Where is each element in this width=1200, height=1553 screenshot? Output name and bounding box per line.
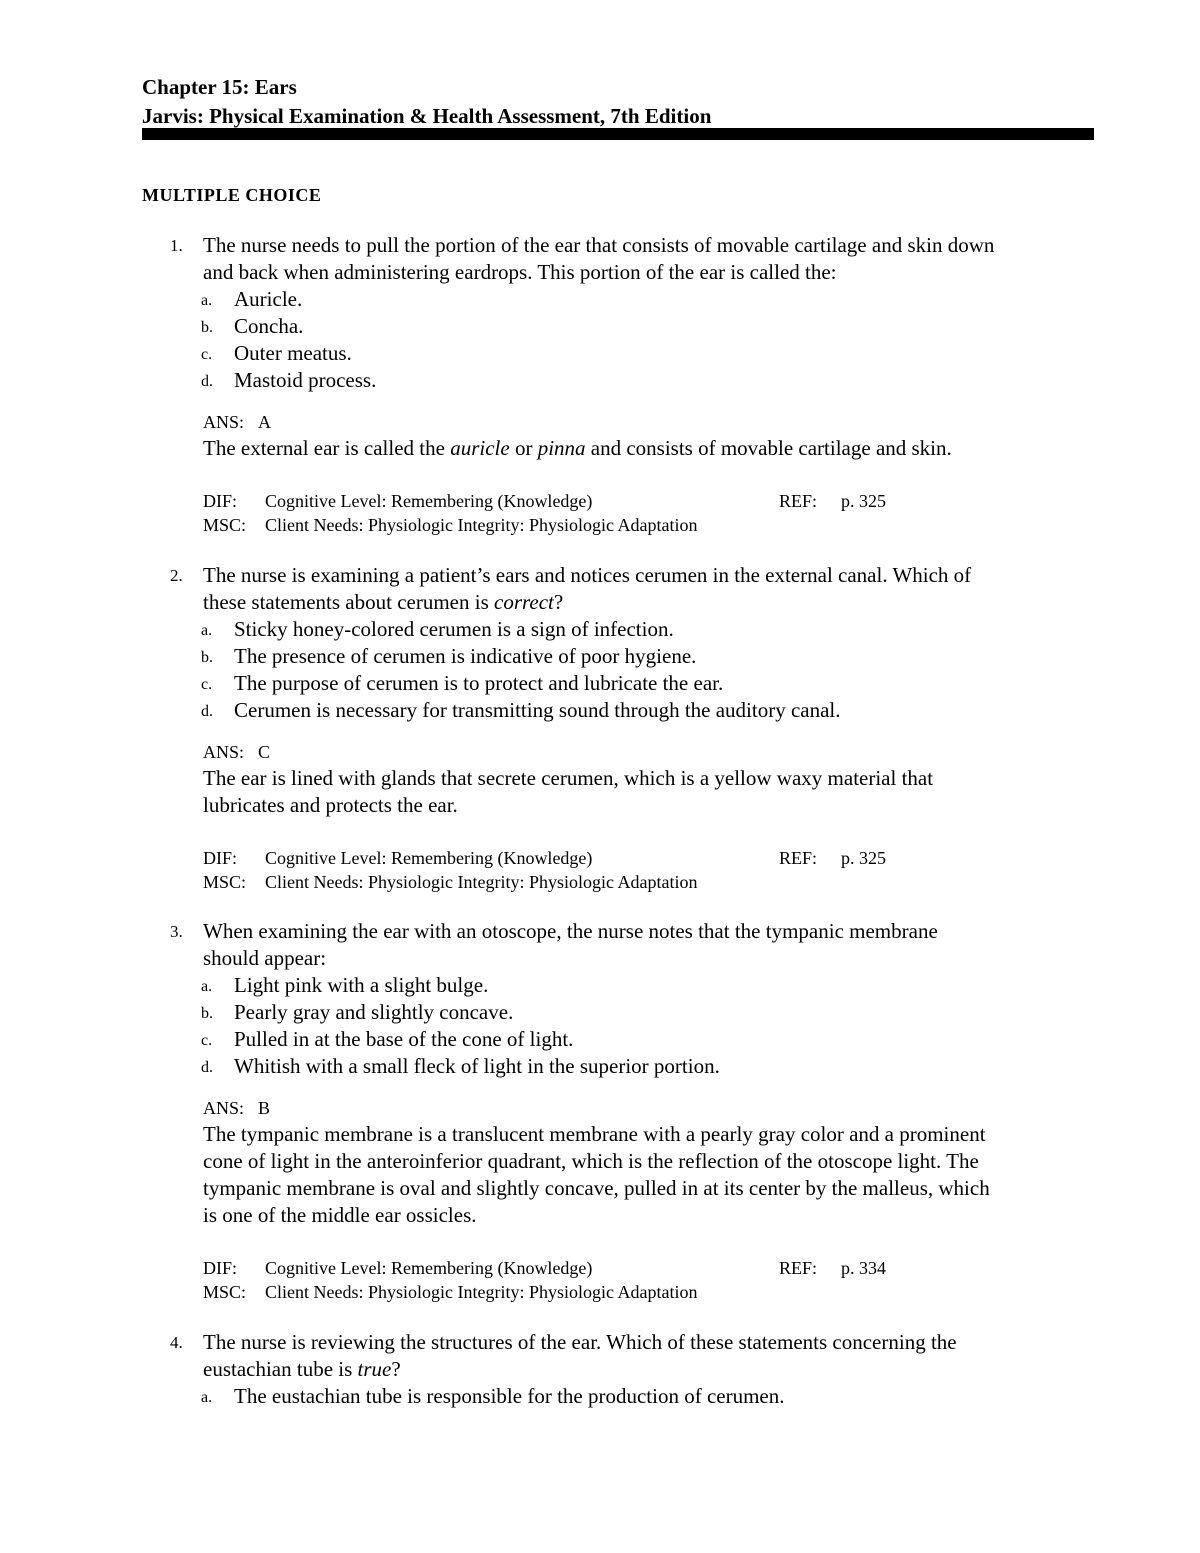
- option-letter: b.: [201, 1005, 213, 1022]
- ref-value: p. 325: [841, 491, 886, 511]
- ref-label: REF:: [779, 848, 818, 868]
- dif-label: DIF:: [203, 491, 238, 511]
- option-text: Pearly gray and slightly concave.: [234, 1000, 514, 1024]
- option-text: Auricle.: [234, 287, 303, 311]
- option-a: [201, 1383, 1101, 1410]
- option-text: Concha.: [234, 314, 304, 338]
- stem-line: The nurse is examining a patient’s ears and notices cerumen in the external canal. Which of: [203, 563, 972, 587]
- option-letter: d.: [201, 1059, 213, 1076]
- option-c: [201, 1026, 1101, 1053]
- ref-label: REF:: [779, 1258, 818, 1278]
- option-letter: c.: [201, 676, 213, 693]
- option-text: The presence of cerumen is indicative of poor hygiene.: [234, 644, 697, 668]
- stem-line: The nurse is reviewing the structures of the ear. Which of these statements concerning the: [203, 1330, 957, 1354]
- option-text: Cerumen is necessary for transmitting sound through the auditory canal.: [234, 698, 841, 722]
- answer-value: B: [258, 1098, 271, 1118]
- dif-label: DIF:: [203, 1258, 238, 1278]
- msc-value: Client Needs: Physiologic Integrity: Physiologic Adaptation: [265, 515, 698, 535]
- question-number: 4.: [170, 1333, 183, 1352]
- msc-value: Client Needs: Physiologic Integrity: Physiologic Adaptation: [265, 872, 698, 892]
- question-stem: [203, 562, 1103, 616]
- option-text: Outer meatus.: [234, 341, 352, 365]
- question-number: 1.: [170, 236, 183, 255]
- rationale-line: The tympanic membrane is a translucent membrane with a pearly gray color and a prominent: [203, 1122, 986, 1146]
- option-text: Mastoid process.: [234, 368, 377, 392]
- rationale: [203, 435, 1103, 462]
- option-c: [201, 340, 1101, 367]
- option-b: [201, 999, 1101, 1026]
- rationale-emphasis: auricle: [450, 436, 510, 460]
- stem-text: these statements about cerumen is: [203, 590, 494, 614]
- stem-emphasis: true: [357, 1357, 392, 1381]
- option-text: Sticky honey-colored cerumen is a sign of infection.: [234, 617, 674, 641]
- option-d: [201, 1053, 1101, 1080]
- difficulty-line: [203, 845, 1103, 871]
- option-a: [201, 286, 1101, 313]
- stem-text: eustachian tube is: [203, 1357, 358, 1381]
- option-a: [201, 972, 1101, 999]
- option-letter: d.: [201, 703, 213, 720]
- stem-emphasis: correct: [494, 590, 554, 614]
- option-d: [201, 697, 1101, 724]
- option-letter: a.: [201, 622, 213, 639]
- ref-value: p. 325: [841, 848, 886, 868]
- option-letter: b.: [201, 319, 213, 336]
- msc-label: MSC:: [203, 515, 247, 535]
- msc-line: [203, 512, 1103, 538]
- option-letter: c.: [201, 1032, 213, 1049]
- difficulty-line: [203, 1255, 1103, 1281]
- dif-label: DIF:: [203, 848, 238, 868]
- msc-label: MSC:: [203, 1282, 247, 1302]
- option-text: The purpose of cerumen is to protect and lubricate the ear.: [234, 671, 724, 695]
- stem-line: [203, 1356, 1103, 1383]
- option-text: Pulled in at the base of the cone of light.: [234, 1027, 574, 1051]
- dif-value: Cognitive Level: Remembering (Knowledge): [265, 848, 593, 868]
- question-number: 3.: [170, 922, 183, 941]
- ref-value: p. 334: [841, 1258, 886, 1278]
- question-stem: [203, 918, 1103, 972]
- stem-line: should appear:: [203, 946, 327, 970]
- option-letter: b.: [201, 649, 213, 666]
- msc-label: MSC:: [203, 872, 247, 892]
- header-rule: [142, 128, 1094, 140]
- stem-text: ?: [391, 1357, 401, 1381]
- ref-label: REF:: [779, 491, 818, 511]
- option-text: Light pink with a slight bulge.: [234, 973, 489, 997]
- answer-value: C: [258, 742, 271, 762]
- msc-line: [203, 869, 1103, 895]
- answer-line: [203, 409, 271, 435]
- option-c: [201, 670, 1101, 697]
- rationale-line: tympanic membrane is oval and slightly concave, pulled in at its center by the malleus, which: [203, 1176, 990, 1200]
- option-b: [201, 643, 1101, 670]
- rationale-line: cone of light in the anteroinferior quadrant, which is the reflection of the otoscope light. The: [203, 1149, 979, 1173]
- option-a: [201, 616, 1101, 643]
- rationale-emphasis: pinna: [537, 436, 586, 460]
- option-letter: a.: [201, 292, 213, 309]
- stem-line: and back when administering eardrops. This portion of the ear is called the:: [203, 260, 837, 284]
- rationale-line: is one of the middle ear ossicles.: [203, 1203, 477, 1227]
- rationale: [203, 765, 1103, 819]
- answer-label: ANS:: [203, 412, 245, 432]
- rationale: [203, 1121, 1103, 1229]
- answer-line: [203, 739, 270, 765]
- stem-line: The nurse needs to pull the portion of the ear that consists of movable cartilage and skin down: [203, 233, 995, 257]
- book-title: Jarvis: Physical Examination & Health Assessment, 7th Edition: [142, 104, 712, 128]
- rationale-line: lubricates and protects the ear.: [203, 793, 458, 817]
- rationale-text: The external ear is called the: [203, 436, 451, 460]
- option-letter: c.: [201, 346, 213, 363]
- option-letter: d.: [201, 373, 213, 390]
- rationale-text: or: [509, 436, 538, 460]
- rationale-line: The ear is lined with glands that secrete cerumen, which is a yellow waxy material that: [203, 766, 934, 790]
- section-title: MULTIPLE CHOICE: [142, 185, 322, 205]
- stem-line: When examining the ear with an otoscope, the nurse notes that the tympanic membrane: [203, 919, 938, 943]
- question-number: 2.: [170, 566, 183, 585]
- dif-value: Cognitive Level: Remembering (Knowledge): [265, 491, 593, 511]
- chapter-title: Chapter 15: Ears: [142, 75, 297, 99]
- answer-value: A: [258, 412, 272, 432]
- option-b: [201, 313, 1101, 340]
- stem-text: ?: [553, 590, 564, 614]
- option-text: The eustachian tube is responsible for the production of cerumen.: [234, 1384, 785, 1408]
- question-stem: [203, 232, 1103, 286]
- answer-label: ANS:: [203, 1098, 245, 1118]
- answer-label: ANS:: [203, 742, 245, 762]
- option-d: [201, 367, 1101, 394]
- msc-line: [203, 1279, 1103, 1305]
- msc-value: Client Needs: Physiologic Integrity: Physiologic Adaptation: [265, 1282, 698, 1302]
- dif-value: Cognitive Level: Remembering (Knowledge): [265, 1258, 593, 1278]
- option-letter: a.: [201, 1389, 213, 1406]
- rationale-text: and consists of movable cartilage and skin.: [585, 436, 952, 460]
- question-stem: [203, 1329, 1103, 1383]
- difficulty-line: [203, 488, 1103, 514]
- option-letter: a.: [201, 978, 213, 995]
- option-text: Whitish with a small fleck of light in the superior portion.: [234, 1054, 720, 1078]
- stem-line: [203, 589, 1103, 616]
- answer-line: [203, 1095, 270, 1121]
